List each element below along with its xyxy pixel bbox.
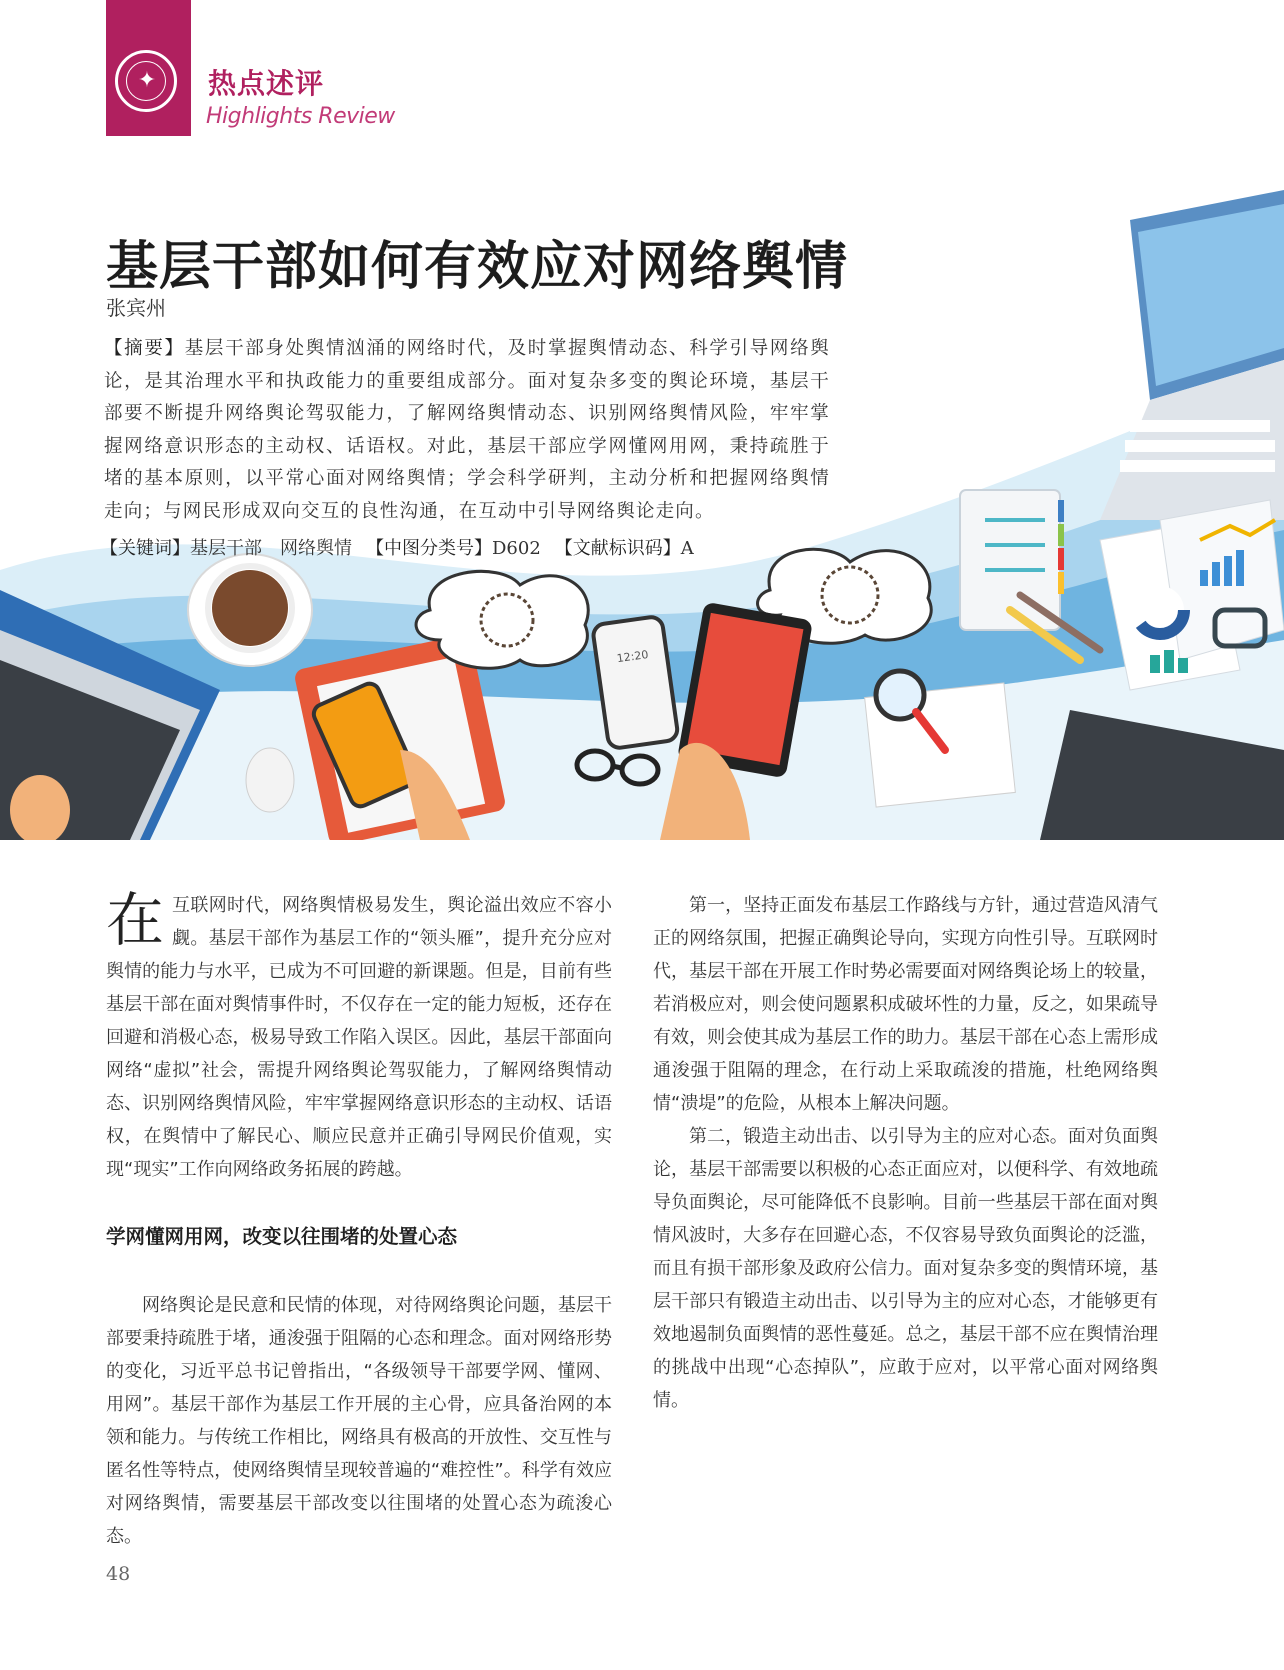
clc-value: D602 (492, 538, 541, 559)
phone-icon (592, 616, 679, 750)
mouse-icon (246, 748, 294, 812)
doc-code-label: 【文献标识码】 (554, 538, 681, 559)
compass-star-icon: ✦ (137, 68, 157, 93)
thought-bubble-icon (416, 571, 588, 668)
doc-code-value: A (680, 538, 694, 559)
keywords-label: 【关键词】 (100, 538, 190, 559)
article-abstract (104, 333, 830, 528)
body-paragraph: 第二，锻造主动出击、以引导为主的应对心态。面对负面舆论，基层干部需要以积极的心态正面应对，以便科学、有效地疏导负面舆论，尽可能降低不良影响。目前一些基层干部在面对舆情风波时，大多存在回避心态，不仅容易导致负面舆论的泛滥，而且有损干部形象及政府公信力。面对复杂多变的舆情环境，基层干部只有锻造主动出击、以引导为主的应对心态，才能够更有效地遏制负面舆情的恶性蔓延。总之，基层干部不应在舆情治理的挑战中出现“心态掉队”，应敢于应对，以平常心面对网络舆情。 (653, 1126, 1158, 1411)
section-heading: 学网懂网用网，改变以往围堵的处置心态 (106, 1225, 458, 1248)
intro-text: 互联网时代，网络舆情极易发生，舆论溢出效应不容小觑。基层干部作为基层工作的“领头雁”，提升充分应对舆情的能力与水平，已成为不可回避的新课题。但是，目前有些基层干部在面对舆情事件时，不仅存在一定的能力短板，还存在回避和消极心态，极易导致工作陷入误区。因此，基层干部面向网络“虚拟”社会，需提升网络舆论驾驭能力，了解网络舆情动态、识别网络舆情风险，牢牢掌握网络意识形态的主动权、话语权，在舆情中了解民心、顺应民意并正确引导网民价值观，实现“现实”工作向网络政务拓展的跨越。 (106, 895, 612, 1180)
keywords-value: 基层干部 网络舆情 (190, 538, 352, 559)
section-badge (106, 0, 191, 136)
drop-cap: 在 (106, 886, 165, 954)
body-paragraph (106, 886, 612, 1186)
keywords-line (100, 534, 694, 560)
abstract-label: 【摘要】 (104, 338, 185, 359)
body-paragraph: 网络舆论是民意和民情的体现，对待网络舆论问题，基层干部要秉持疏胜于堵，通浚强于阻隔的心态和理念。面对网络形势的变化，习近平总书记曾指出，“各级领导干部要学网、懂网、用网”。基层干部作为基层工作开展的主心骨，应具备治网的本领和能力。与传统工作相比，网络具有极高的开放性、交互性与匿名性等特点，使网络舆情呈现较普遍的“难控性”。科学有效应对网络舆情，需要基层干部改变以往围堵的处置心态为疏浚心态。 (106, 1295, 612, 1547)
article-author: 张宾州 (106, 296, 166, 320)
clc-label: 【中图分类号】 (366, 538, 492, 559)
abstract-text: 基层干部身处舆情汹涌的网络时代，及时掌握舆情动态、科学引导网络舆论，是其治理水平和执政能力的重要组成部分。面对复杂多变的舆论环境，基层干部要不断提升网络舆论驾驭能力，了解网络舆情动态、识别网络舆情风险，牢牢掌握网络意识形态的主动权、话语权。对此，基层干部应学网懂网用网，秉持疏胜于堵的基本原则，以平常心面对网络舆情；学会科学研判，主动分析和把握网络舆情走向；与网民形成双向交互的良性沟通，在互动中引导网络舆论走向。 (104, 338, 830, 522)
body-column-left (106, 886, 612, 1553)
laptop-icon (1100, 190, 1284, 520)
badge-inner-ring (126, 61, 166, 101)
body-column-right (653, 889, 1158, 1417)
page-number: 48 (106, 1563, 131, 1585)
coffee-cup-icon (188, 554, 312, 666)
badge-ring (115, 50, 177, 112)
article-title: 基层干部如何有效应对网络舆情 (106, 237, 849, 297)
section-title-en: Highlights Review (206, 104, 395, 129)
body-paragraph: 第一，坚持正面发布基层工作路线与方针，通过营造风清气正的网络氛围，把握正确舆论导向，实现方向性引导。互联网时代，基层干部在开展工作时势必需要面对网络舆论场上的较量，若消极应对，则会使问题累积成破坏性的力量，反之，如果疏导有效，则会使其成为基层工作的助力。基层干部在心态上需形成通浚强于阻隔的理念，在行动上采取疏浚的措施，杜绝网络舆情“溃堤”的危险，从根本上解决问题。 (653, 895, 1158, 1114)
phone-time: 12:20 (615, 647, 650, 666)
section-title-cn: 热点述评 (208, 67, 325, 100)
